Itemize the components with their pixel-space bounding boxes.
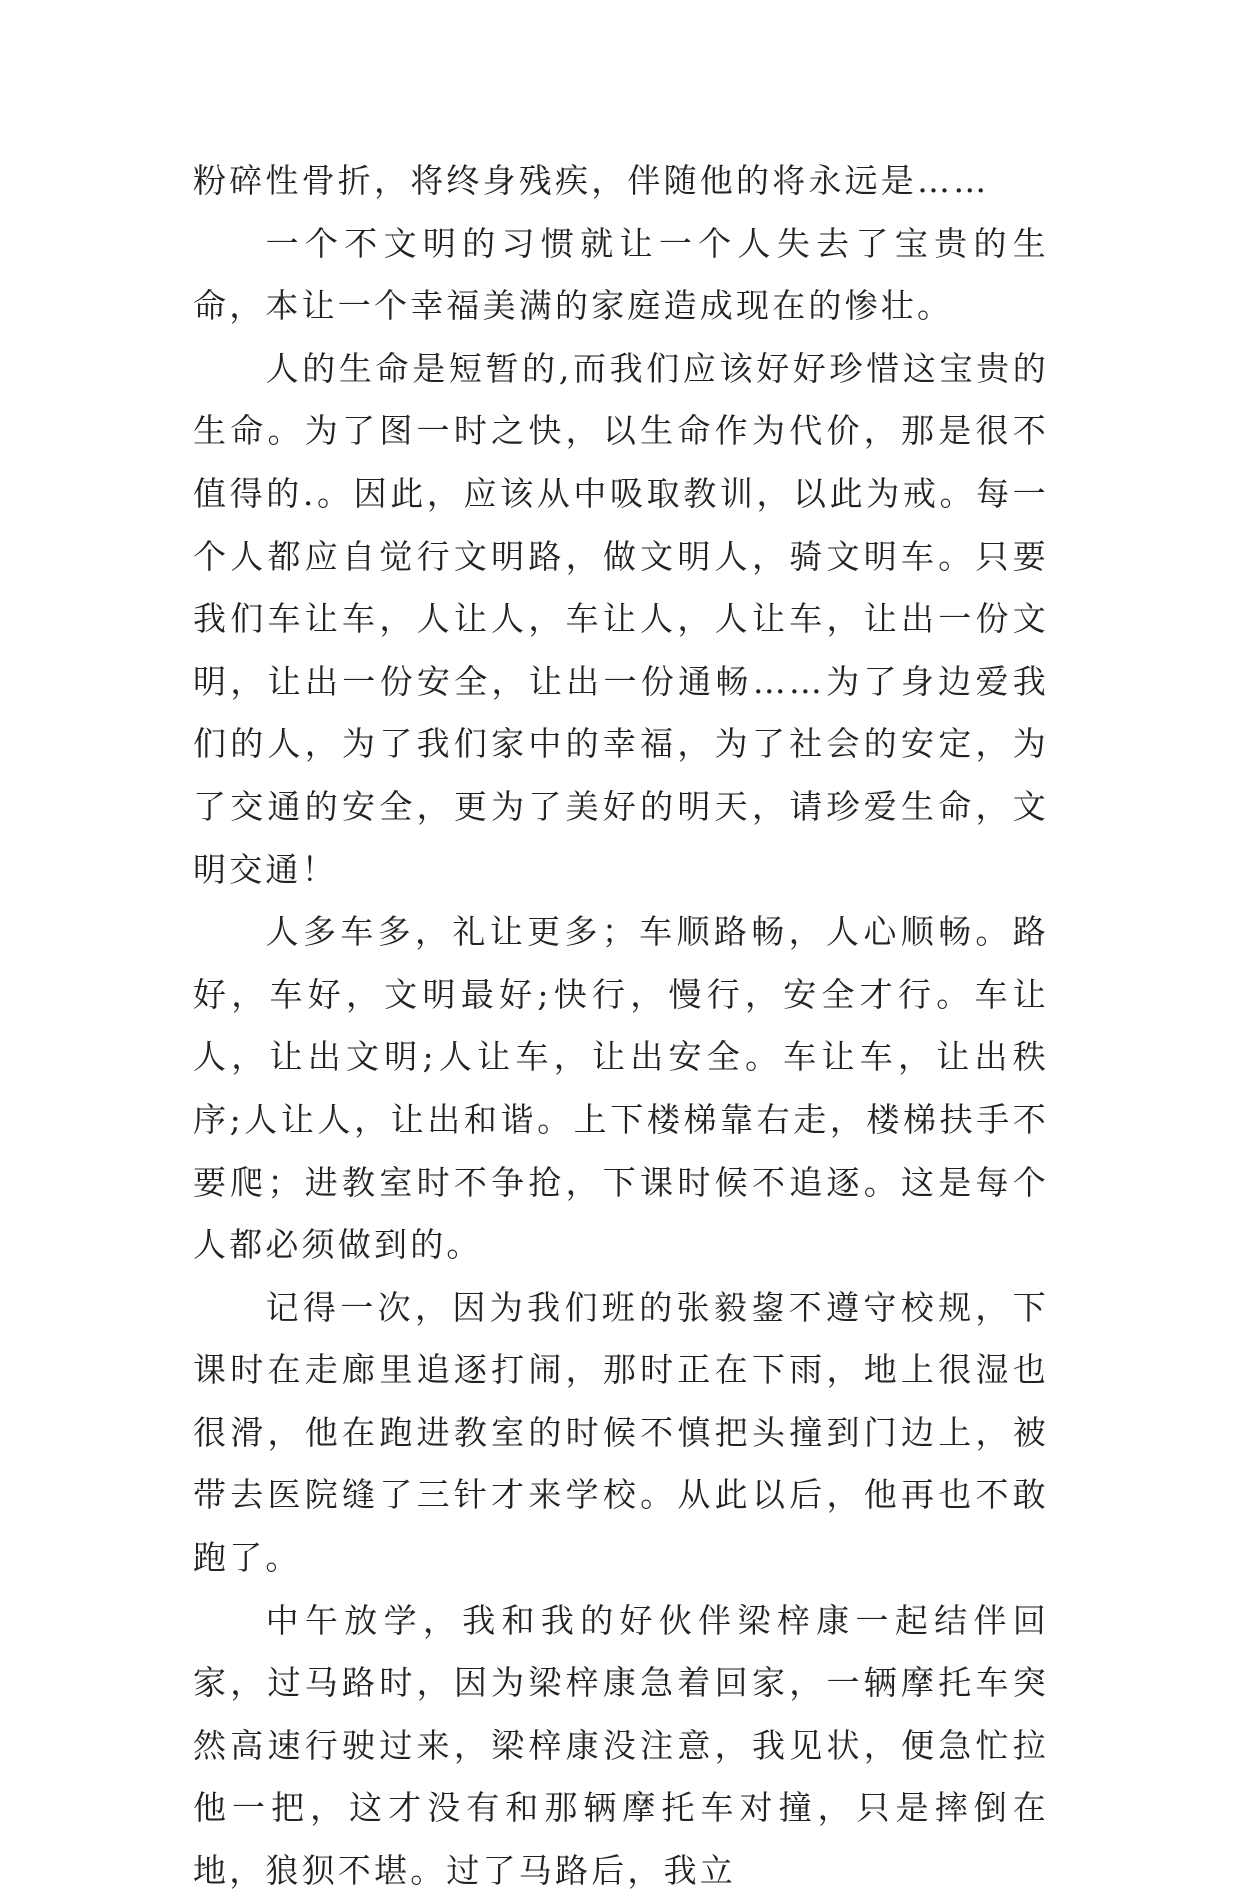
paragraph-2: 一个不文明的习惯就让一个人失去了宝贵的生命，本让一个幸福美满的家庭造成现在的惨壮。 <box>193 223 1049 326</box>
paragraph-3: 人的生命是短暂的,而我们应该好好珍惜这宝贵的生命。为了图一时之快，以生命作为代价，那是很不值得的.。因此，应该从中吸取教训，以此为戒。每一个人都应自觉行文明路，做文明人，骑文明车。只要我们车让车，人让人，车让人，人让车，让出一份文明，让出一份安全，让出一份通畅……为了身边爱我们的人，为了我们家中的幸福，为了社会的安定，为了交通的安全，更为了美好的明天，请珍爱生命，文明交通！ <box>193 348 1049 889</box>
paragraph-1: 粉碎性骨折，将终身残疾，伴随他的将永远是…… <box>193 161 990 200</box>
paragraph-6: 中午放学，我和我的好伙伴梁梓康一起结伴回家，过马路时，因为梁梓康急着回家，一辆摩托车突然高速行驶过来，梁梓康没注意，我见状，便急忙拉他一把，这才没有和那辆摩托车对撞，只是摔倒在地，狼狈不堪。过了马路后，我立 <box>193 1600 1049 1891</box>
paragraph-4: 人多车多，礼让更多；车顺路畅，人心顺畅。路好，车好，文明最好;快行，慢行，安全才行。车让人，让出文明;人让车，让出安全。车让车，让出秩序;人让人，让出和谐。上下楼梯靠右走，楼梯扶手不要爬；进教室时不争抢，下课时候不追逐。这是每个人都必须做到的。 <box>193 912 1049 1265</box>
paragraph-5: 记得一次，因为我们班的张毅鋆不遵守校规，下课时在走廊里追逐打闹，那时正在下雨，地上很湿也很滑，他在跑进教室的时候不慎把头撞到门边上，被带去医院缝了三针才来学校。从此以后，他再也不敢跑了。 <box>193 1287 1049 1578</box>
document-body <box>193 150 1049 1903</box>
